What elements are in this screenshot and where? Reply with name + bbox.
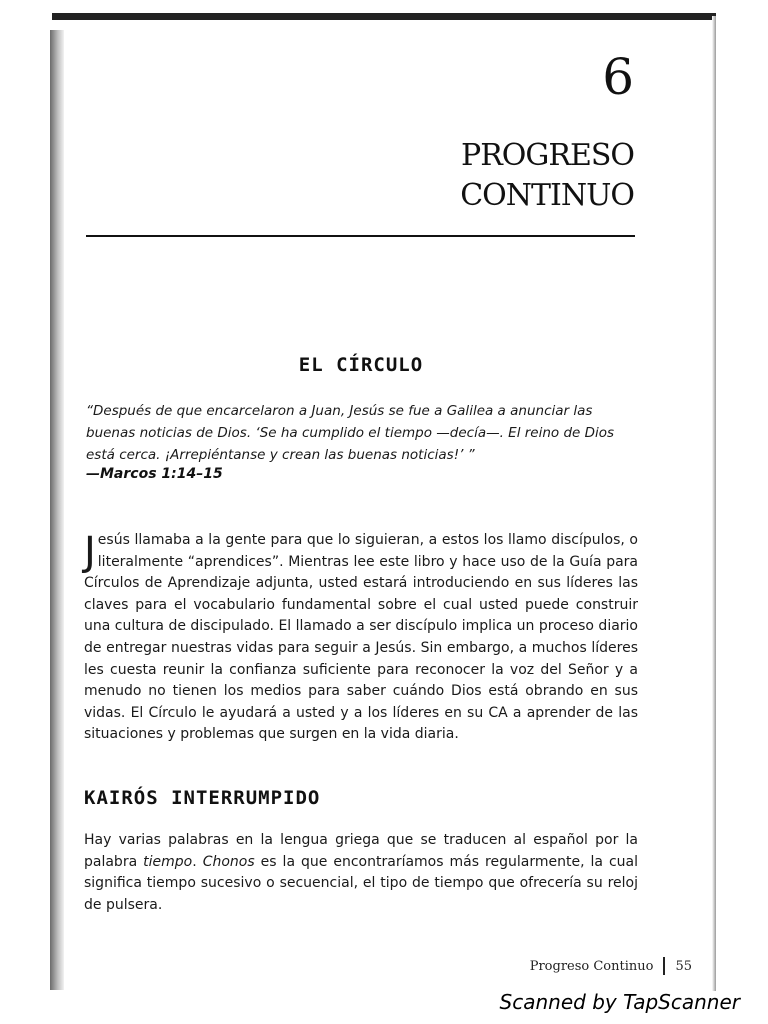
chapter-number: 6	[602, 48, 634, 106]
body-paragraph-2-part-1: Hay varias palabras en la lengua griega que se traducen al español por la palabra	[84, 832, 638, 870]
section-heading-kairos-interrumpido: KAIRÓS INTERRUMPIDO	[84, 787, 321, 809]
page-number: 55	[675, 958, 692, 974]
body-paragraph-1-text: esús llamaba a la gente para que lo siguieran, a estos los llamo discípulos, o literalmente “aprendices”. Mientras lee este libro y hace uso de la Guía para Círculos de Aprendizaje adjunta, usted estará introduciendo en sus líderes las claves para el vocabulario fundamental sobre el cual usted puede construir una cultura de discipulado. El llamado a ser discípulo implica un proceso diario de entregar nuestras vidas para seguir a Jesús. Sin embargo, a muchos líderes les cuesta reunir la confianza suficiente para reconocer la voz del Señor y a menudo no tienen los medios para saber cuándo Dios está obrando en sus vidas. El Círculo le ayudará a usted y a los líderes en su CA a aprender de las situaciones y problemas que surgen en la vida diaria.	[84, 532, 638, 743]
body-paragraph-2	[84, 830, 638, 916]
footer-divider	[663, 957, 665, 975]
body-paragraph-1	[84, 530, 638, 746]
body-paragraph-2-part-3: es la que encontraríamos más regularmente, la cual significa tiempo sucesivo o secuencial, el tipo de tiempo que ofrecería su reloj de pulsera.	[84, 853, 639, 913]
scan-left-edge	[50, 30, 64, 990]
chapter-title-line-2: CONTINUO	[460, 178, 634, 213]
chapter-title	[460, 136, 634, 216]
running-title: Progreso Continuo	[529, 958, 654, 974]
body-paragraph-2-emphasis-1: tiempo	[143, 853, 193, 870]
scan-top-edge	[52, 13, 716, 20]
page-footer	[530, 957, 692, 975]
scan-right-edge	[712, 16, 716, 991]
drop-cap: J	[84, 529, 96, 575]
body-paragraph-2-emphasis-2: Chonos	[202, 853, 255, 870]
chapter-rule	[86, 235, 635, 237]
section-heading-el-circulo: EL CÍRCULO	[298, 354, 424, 376]
chapter-title-line-1: PROGRESO	[461, 138, 634, 173]
body-paragraph-2-part-2: .	[192, 853, 203, 870]
scripture-quote: “Después de que encarcelaron a Juan, Jesús se fue a Galilea a anunciar las buenas noticias de Dios. ‘Se ha cumplido el tiempo —decía—. El reino de Dios está cerca. ¡Arrepiéntanse y crean las buenas noticias!’ ”	[86, 403, 615, 463]
scanner-watermark: Scanned by TapScanner	[499, 990, 740, 1014]
scripture-reference: —Marcos 1:14–15	[86, 466, 223, 482]
